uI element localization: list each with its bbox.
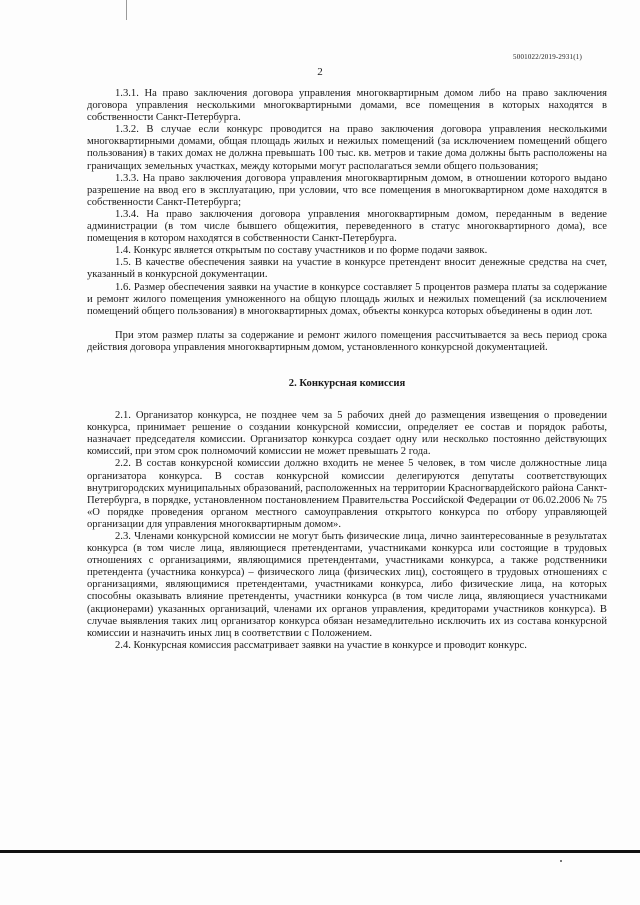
page-number: 2	[317, 66, 323, 78]
paragraph-2-3: 2.3. Членами конкурсной комиссии не могут быть физические лица, лично заинтересованные в результатах конкурса (в том числе лица, являющиеся претендентами, участниками конкурса или состоящие в трудовых отношениях с организациями, являющимися претендентами, участниками конкурса, а также родственники претендента (участника конкурса) – физического лица (физических лиц), состоящего в трудовых отношениях с организациями, являющимися претендентами, участниками конкурса, либо физические лица, на которых способны оказывать влияние претенденты, участники конкурса (в том числе лица, являющиеся участниками (акционерами) указанных организаций, членами их органов управления, кредиторами участников конкурса). В случае выявления таких лиц организатор конкурса обязан незамедлительно исключить их из состава конкурсной комиссии и назначить иных лиц в соответствии с Положением.	[87, 531, 607, 639]
paragraph-1-3-1: 1.3.1. На право заключения договора управления многоквартирным домом либо на право заключения договора управления несколькими многоквартирными домами, все помещения в которых находятся в собственности Санкт-Петербурга.	[87, 88, 607, 124]
document-body	[87, 88, 607, 652]
section-2-title: 2. Конкурсная комиссия	[288, 377, 406, 389]
paragraph-1-3-4: 1.3.4. На право заключения договора управления многоквартирным домом, переданным в ведение администрации (в том числе бывшего общежития, переведенного в статус многоквартирного дома), все помещения в котором находятся в собственности Санкт-Петербурга.	[87, 208, 607, 245]
paragraph-1-5: 1.5. В качестве обеспечения заявки на участие в конкурсе претендент вносит денежные средства на счет, указанный в конкурсной документации.	[87, 257, 607, 281]
document-number: 5001022/2019-2931(1)	[513, 53, 582, 61]
paragraph-1-4: 1.4. Конкурс является открытым по составу участников и по форме подачи заявок.	[115, 245, 488, 257]
paragraph-2-4: 2.4. Конкурсная комиссия рассматривает заявки на участие в конкурсе и проводит конкурс.	[115, 639, 527, 651]
scan-artifact-bottom-bar	[0, 850, 640, 853]
paragraph-1-3-2: 1.3.2. В случае если конкурс проводится на право заключения договора управления несколькими многоквартирными домами, общая площадь жилых и нежилых помещений (за исключением помещений общего пользования) в таких домах не должна превышать 100 тыс. кв. метров и такие дома должны быть расположены на граничащих земельных участках, между которыми могут располагаться земли общего пользования;	[87, 124, 607, 172]
paragraph-2-2: 2.2. В состав конкурсной комиссии должно входить не менее 5 человек, в том числе должностные лица организатора конкурса. В состав конкурсной комиссии делегируются депутаты соответствующих внутригородских муниципальных образований, расположенных на территории Красногвардейского района Санкт-Петербурга, в порядке, установленном постановлением Правительства Российской Федерации от 06.02.2006 № 75 «О порядке проведения органом местного самоуправления открытого конкурса по отбору управляющей организации для управления многоквартирным домом».	[87, 458, 607, 530]
paragraph-1-6: 1.6. Размер обеспечения заявки на участие в конкурсе составляет 5 процентов размера платы за содержание и ремонт жилого помещения умноженного на общую площадь жилых и нежилых помещений (за исключением помещений общего пользования) в многоквартирных домах, объекты конкурса которых объединены в один лот.	[87, 281, 607, 317]
paragraph-fee-note: При этом размер платы за содержание и ремонт жилого помещения рассчитывается за весь период срока действия договора управления многоквартирным домом, установленного конкурсной документацией.	[87, 329, 607, 353]
paragraph-2-1: 2.1. Организатор конкурса, не позднее чем за 5 рабочих дней до размещения извещения о проведении конкурса, принимает решение о создании конкурсной комиссии, определяет ее состав и порядок работы, назначает председателя комиссии. Организатор конкурса создает одну или несколько постоянно действующих комиссий, при этом срок полномочий комиссии не может превышать 2 года.	[87, 410, 607, 458]
paragraph-1-3-3: 1.3.3. На право заключения договора управления многоквартирным домом, в отношении которого выдано разрешение на ввод его в эксплуатацию, при условии, что все помещения в многоквартирном доме находятся в собственности Санкт-Петербурга;	[87, 172, 607, 208]
scan-artifact-dot	[560, 860, 562, 862]
scan-artifact-line	[126, 0, 127, 20]
